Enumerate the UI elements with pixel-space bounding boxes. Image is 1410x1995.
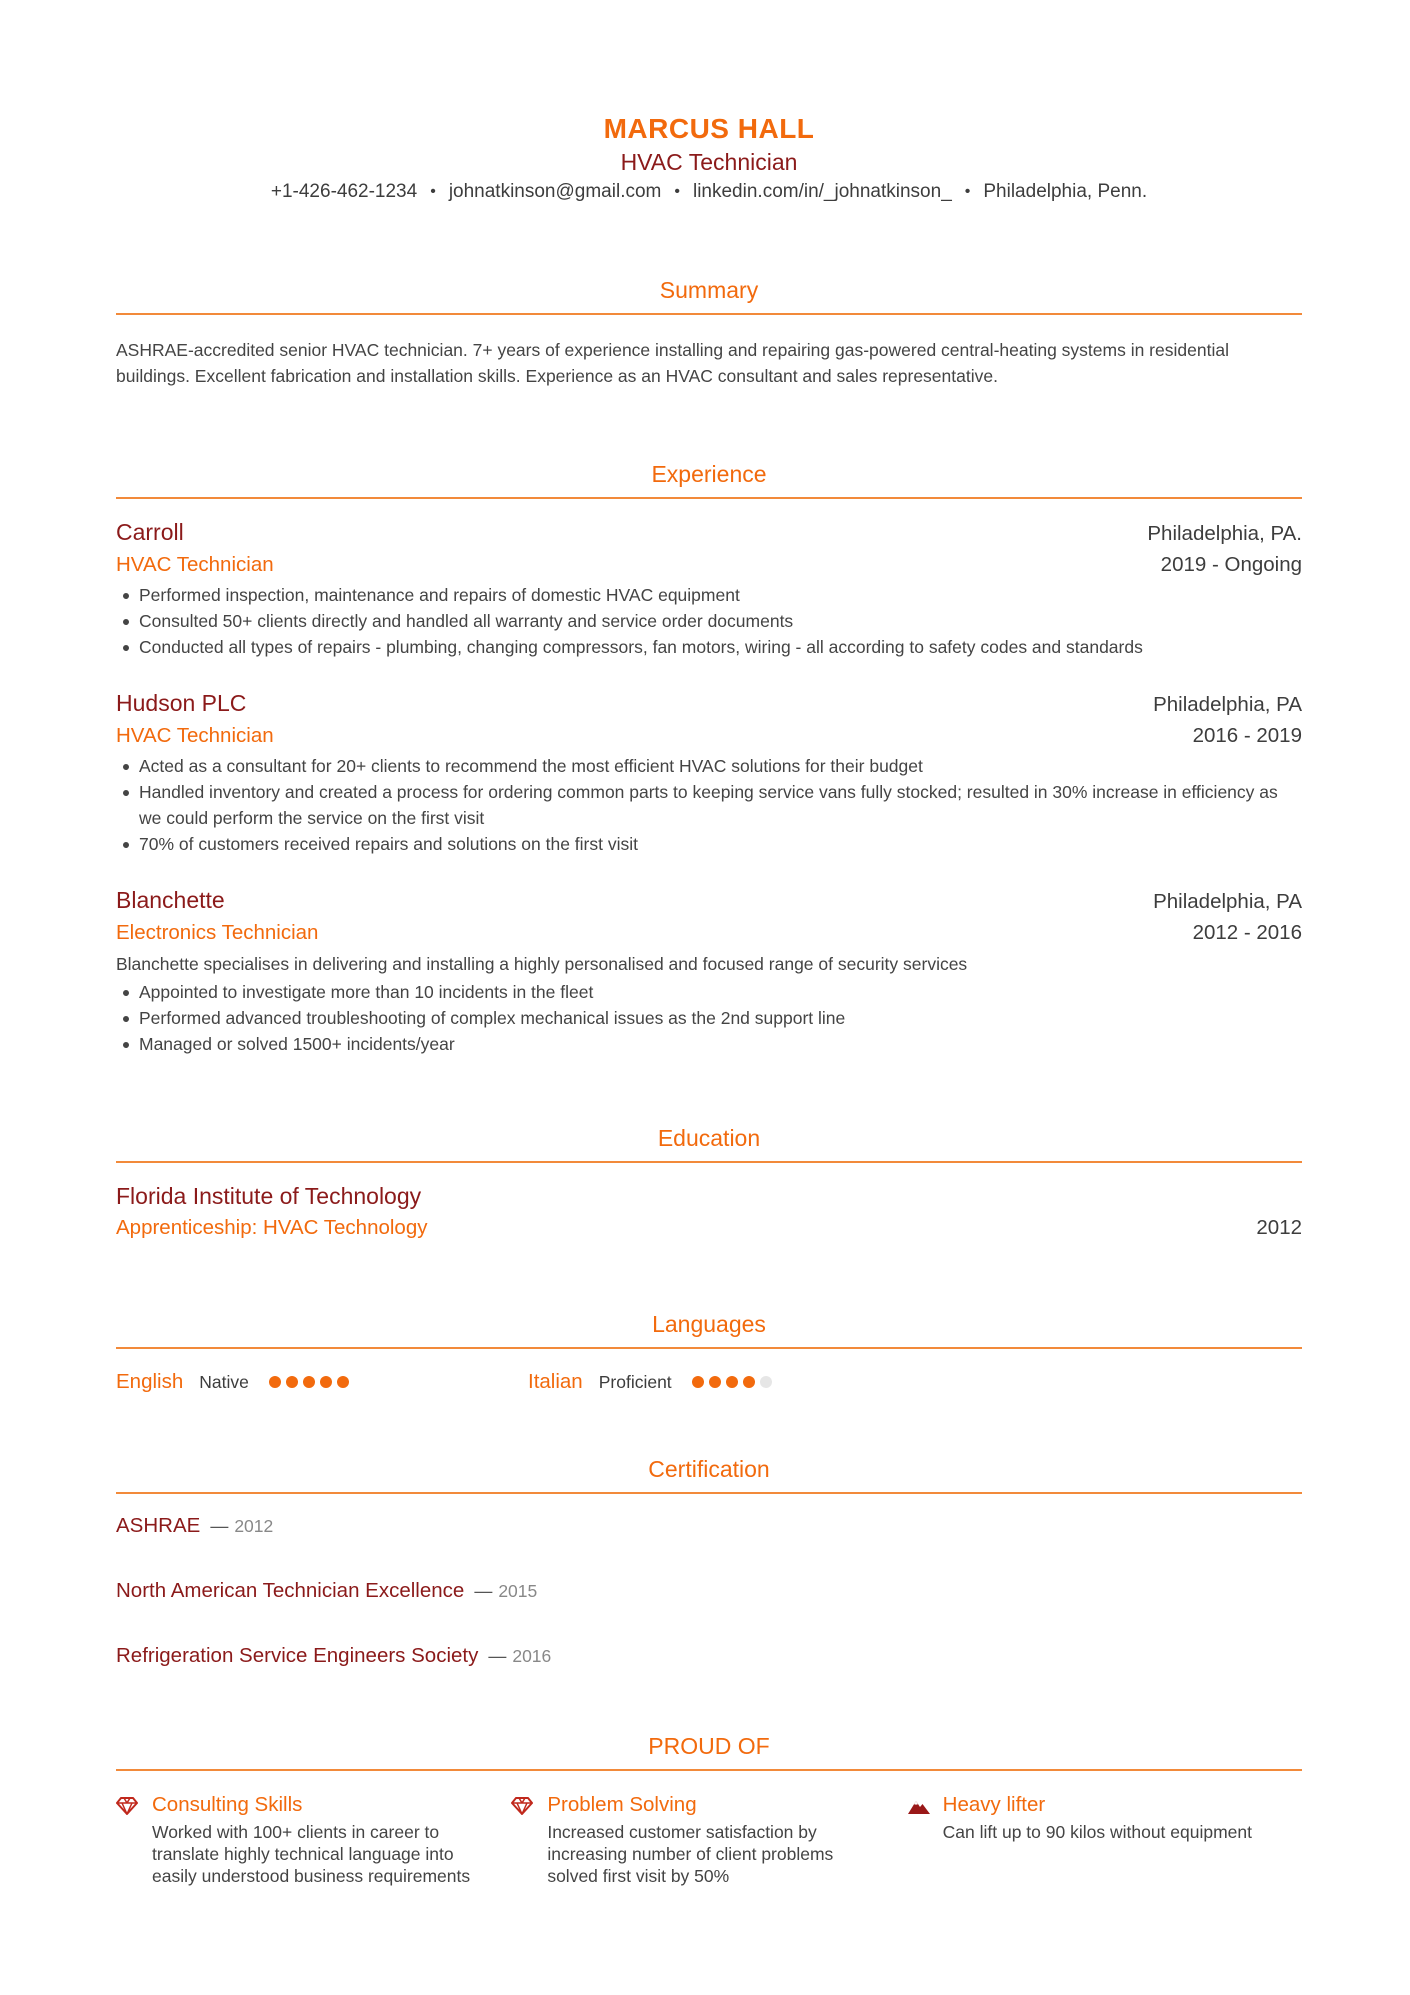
contact-line: [116, 179, 1302, 205]
bullet-item: Acted as a consultant for 20+ clients to recommend the most efficient HVAC solutions for their budget: [116, 753, 1302, 779]
job-entry: [116, 885, 1302, 1057]
candidate-name: MARCUS HALL: [603, 113, 815, 144]
bullet-icon: [123, 593, 129, 599]
achievement-title: Heavy lifter: [942, 1793, 1046, 1816]
job-location: Philadelphia, PA.: [1147, 522, 1302, 545]
rating-dot-filled: [692, 1376, 704, 1388]
language-item: [116, 1370, 528, 1394]
header: [116, 0, 1302, 205]
bullet-item: Performed advanced troubleshooting of complex mechanical issues as the 2nd support line: [116, 1005, 1302, 1031]
education-section: [116, 1123, 1302, 1243]
achievement-text: Worked with 100+ clients in career to translate highly technical language into easily understood business requirements: [152, 1822, 471, 1886]
rating-dot-filled: [286, 1376, 298, 1388]
bullet-icon: [123, 645, 129, 651]
section-title-summary: Summary: [659, 277, 759, 303]
job-bullets: [116, 979, 1302, 1057]
certification-year: 2015: [498, 1581, 538, 1601]
bullet-icon: [123, 1016, 129, 1022]
bullet-item: Appointed to investigate more than 10 incidents in the fleet: [116, 979, 1302, 1005]
bullet-icon: [123, 1042, 129, 1048]
languages-section: [116, 1309, 1302, 1394]
achievement-item: [116, 1791, 511, 1887]
job-bullets: [116, 582, 1302, 660]
certification-section: [116, 1454, 1302, 1709]
achievement-title: Problem Solving: [547, 1793, 697, 1816]
bullet-item: Managed or solved 1500+ incidents/year: [116, 1031, 1302, 1057]
section-title-education: Education: [657, 1125, 761, 1151]
rating-dot-filled: [320, 1376, 332, 1388]
bullet-icon: [123, 619, 129, 625]
bullet-icon: [123, 990, 129, 996]
separator: •: [964, 183, 971, 200]
job-location: Philadelphia, PA: [1153, 693, 1302, 716]
rating-dot-filled: [303, 1376, 315, 1388]
job-dates: 2019 - Ongoing: [1160, 553, 1302, 576]
section-divider: [116, 1492, 1302, 1494]
linkedin-link[interactable]: linkedin.com/in/_johnatkinson_: [692, 181, 952, 202]
location: Philadelphia, Penn.: [983, 181, 1148, 202]
dash: —: [488, 1646, 507, 1666]
company-name: Carroll: [116, 519, 184, 545]
language-rating: [692, 1376, 777, 1388]
rating-dot-filled: [337, 1376, 349, 1388]
language-item: [528, 1370, 940, 1394]
rating-dot-filled: [743, 1376, 755, 1388]
company-name: Hudson PLC: [116, 690, 247, 716]
dash: —: [210, 1516, 229, 1536]
resume-content: [116, 0, 1302, 1887]
job-entry: [116, 688, 1302, 857]
section-title-proud-of: PROUD OF: [648, 1733, 770, 1759]
achievement-title: Consulting Skills: [152, 1793, 303, 1816]
diamond-icon: [116, 1796, 138, 1816]
summary-section: [116, 275, 1302, 389]
language-rating: [269, 1376, 354, 1388]
certification-year: 2016: [512, 1646, 552, 1666]
language-name: Italian: [528, 1370, 583, 1393]
school-name: Florida Institute of Technology: [116, 1183, 422, 1209]
company-description: Blanchette specialises in delivering and installing a highly personalised and focused range of security services: [116, 954, 968, 974]
section-divider: [116, 497, 1302, 499]
section-title-certification: Certification: [648, 1456, 770, 1482]
separator: •: [430, 183, 436, 200]
degree: Apprenticeship: HVAC Technology: [116, 1216, 428, 1239]
candidate-title: HVAC Technician: [620, 149, 798, 175]
separator: •: [674, 183, 680, 200]
certification-item: [116, 1644, 1302, 1709]
rating-dot-filled: [269, 1376, 281, 1388]
job-role: HVAC Technician: [116, 724, 274, 747]
diamond-icon: [511, 1796, 533, 1816]
bullet-item: 70% of customers received repairs and solutions on the first visit: [116, 831, 1302, 857]
certification-year: 2012: [234, 1516, 274, 1536]
dash: —: [474, 1581, 493, 1601]
rating-dot-filled: [726, 1376, 738, 1388]
achievement-item: [511, 1791, 906, 1887]
summary-text: ASHRAE-accredited senior HVAC technician. 7+ years of experience installing and repairing gas-powered central-heating systems in residential buildings. Excellent fabrication and installation skills. Experience as an HVAC consultant and sales representative.: [116, 340, 1229, 386]
bullet-icon: [123, 842, 129, 848]
language-level: Native: [199, 1371, 249, 1392]
graduation-year: 2012: [1256, 1216, 1302, 1239]
bullet-item: Consulted 50+ clients directly and handled all warranty and service order documents: [116, 608, 1302, 634]
bullet-icon: [123, 790, 129, 796]
job-role: Electronics Technician: [116, 921, 319, 944]
achievement-text: Increased customer satisfaction by increasing number of client problems solved first visit by 50%: [547, 1822, 834, 1886]
job-role: HVAC Technician: [116, 553, 274, 576]
section-divider: [116, 1769, 1302, 1771]
proud-of-section: [116, 1731, 1302, 1887]
language-name: English: [116, 1370, 184, 1393]
section-divider: [116, 313, 1302, 315]
job-location: Philadelphia, PA: [1153, 890, 1302, 913]
experience-section: [116, 459, 1302, 1057]
rating-dot-filled: [709, 1376, 721, 1388]
section-title-experience: Experience: [651, 461, 767, 487]
certification-name: North American Technician Excellence: [116, 1579, 465, 1602]
job-dates: 2016 - 2019: [1192, 724, 1302, 747]
bullet-item: Performed inspection, maintenance and repairs of domestic HVAC equipment: [116, 582, 1302, 608]
mountain-icon: [907, 1796, 931, 1816]
job-entry: [116, 517, 1302, 660]
job-bullets: [116, 753, 1302, 857]
bullet-icon: [123, 764, 129, 770]
bullet-item: Handled inventory and created a process for ordering common parts to keeping service vans fully stocked; resulted in 30% increase in efficiency as we could perform the service on the first visit: [116, 779, 1302, 831]
certification-name: Refrigeration Service Engineers Society: [116, 1644, 479, 1667]
language-level: Proficient: [598, 1371, 672, 1392]
phone: +1-426-462-1234: [270, 181, 418, 202]
section-divider: [116, 1161, 1302, 1163]
job-dates: 2012 - 2016: [1192, 921, 1302, 944]
bullet-item: Conducted all types of repairs - plumbing, changing compressors, fan motors, wiring - all according to safety codes and standards: [116, 634, 1302, 660]
certification-item: [116, 1514, 1302, 1579]
achievement-item: [907, 1791, 1302, 1887]
company-name: Blanchette: [116, 887, 225, 913]
certification-item: [116, 1579, 1302, 1644]
certification-name: ASHRAE: [116, 1514, 201, 1537]
section-title-languages: Languages: [652, 1311, 766, 1337]
section-divider: [116, 1347, 1302, 1349]
achievement-text: Can lift up to 90 kilos without equipment: [942, 1822, 1252, 1842]
rating-dot-empty: [760, 1376, 772, 1388]
email-link[interactable]: johnatkinson@gmail.com: [448, 181, 662, 202]
